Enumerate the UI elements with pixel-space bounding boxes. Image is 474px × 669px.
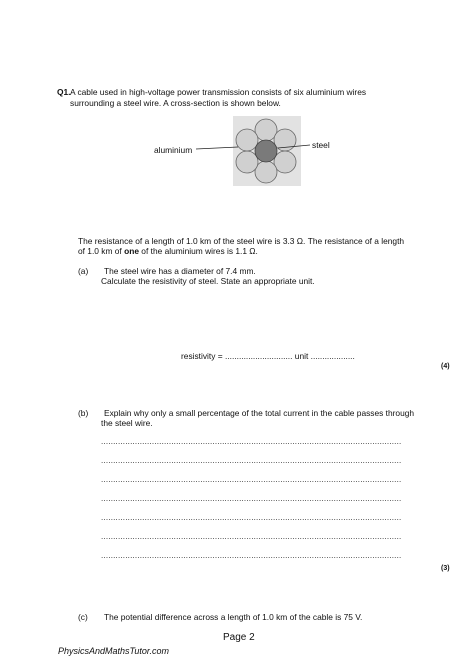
part-a-label: (a): [78, 266, 89, 276]
question-intro-line1: A cable used in high-voltage power transmission consists of six aluminium wires: [70, 87, 367, 97]
part-c-line1: The potential difference across a length of 1.0 km of the cable is 75 V.: [104, 612, 363, 622]
answer-line[interactable]: ............................................................................................................................: [101, 551, 402, 560]
part-b-line1: Explain why only a small percentage of the total current in the cable passes through: [104, 408, 415, 418]
steel-wire: [255, 140, 277, 162]
aluminium-wire: [255, 119, 277, 141]
answer-line[interactable]: ............................................................................................................................: [101, 494, 402, 503]
answer-line[interactable]: ............................................................................................................................: [101, 475, 402, 484]
part-a-line1: The steel wire has a diameter of 7.4 mm.: [104, 266, 256, 276]
diagram-label-steel: steel: [312, 140, 330, 150]
aluminium-wire: [236, 151, 258, 173]
question-number: Q1.: [57, 87, 71, 97]
aluminium-wire: [236, 129, 258, 151]
part-b-marks: (3): [441, 565, 450, 572]
diagram-label-aluminium: aluminium: [154, 145, 193, 155]
part-b-label: (b): [78, 408, 89, 418]
part-c-label: (c): [78, 612, 88, 622]
part-a-marks: (4): [441, 363, 450, 370]
answer-line[interactable]: ............................................................................................................................: [101, 437, 402, 446]
footer-text: PhysicsAndMathsTutor.com: [58, 646, 170, 656]
aluminium-wire: [255, 161, 277, 183]
emphasis-one: one: [124, 246, 139, 256]
answer-line[interactable]: ............................................................................................................................: [101, 456, 402, 465]
page-number: Page 2: [223, 632, 255, 643]
part-a-answer-line[interactable]: resistivity = ............................. unit ...................: [181, 351, 355, 361]
aluminium-wire: [274, 151, 296, 173]
aluminium-pointer-line: [196, 147, 238, 149]
part-a-line2: Calculate the resistivity of steel. State an appropriate unit.: [101, 276, 315, 286]
question-intro-line2: surrounding a steel wire. A cross-section is shown below.: [70, 98, 281, 108]
part-b-line2: the steel wire.: [101, 418, 153, 428]
resistance-text-line2: of 1.0 km of one of the aluminium wires is 1.1 Ω.: [78, 246, 258, 256]
answer-line[interactable]: ............................................................................................................................: [101, 513, 402, 522]
resistance-text-line1: The resistance of a length of 1.0 km of the steel wire is 3.3 Ω. The resistance of a length: [78, 236, 405, 246]
answer-line[interactable]: ............................................................................................................................: [101, 532, 402, 541]
